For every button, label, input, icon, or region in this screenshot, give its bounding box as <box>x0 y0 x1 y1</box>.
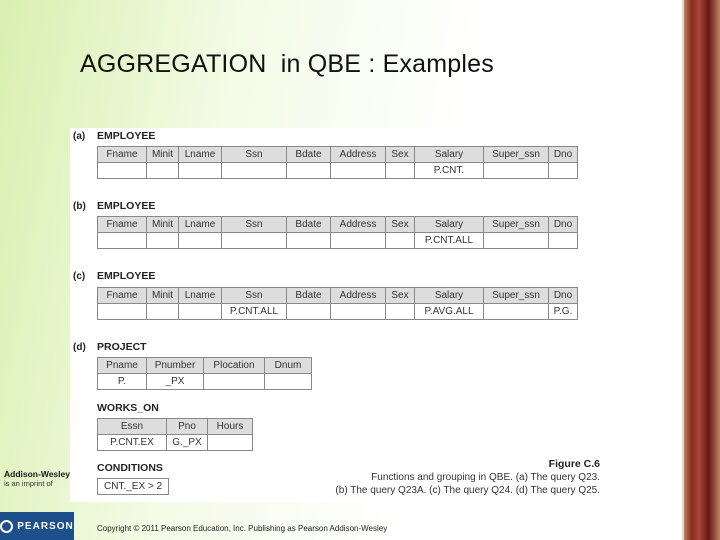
publisher-imprint: is an imprint of <box>4 479 53 488</box>
col-pno: Pno <box>167 419 208 435</box>
cell-lname <box>179 163 222 179</box>
cell-ssn: P.CNT.ALL <box>222 304 287 320</box>
employee-table-b <box>97 216 578 249</box>
col-lname: Lname <box>179 217 222 233</box>
col-minit: Minit <box>147 217 179 233</box>
col-super-ssn: Super_ssn <box>484 147 549 163</box>
cell-dno <box>549 233 578 249</box>
col-salary: Salary <box>415 147 484 163</box>
cell-sex <box>386 233 415 249</box>
relation-name-a: EMPLOYEE <box>97 130 156 142</box>
cell-dno <box>549 163 578 179</box>
col-essn: Essn <box>98 419 167 435</box>
cell-salary: P.AVG.ALL <box>415 304 484 320</box>
col-bdate: Bdate <box>287 147 331 163</box>
cell-salary: P.CNT.ALL <box>415 233 484 249</box>
decorative-side-strip <box>682 0 720 540</box>
col-dno: Dno <box>549 147 578 163</box>
project-table <box>97 357 312 390</box>
col-sex: Sex <box>386 147 415 163</box>
cell-fname <box>98 163 147 179</box>
cell-pno: G._PX <box>167 435 208 451</box>
publisher-logo <box>4 469 72 488</box>
col-salary: Salary <box>415 217 484 233</box>
cell-address <box>331 233 386 249</box>
cell-address <box>331 163 386 179</box>
figure-caption-line: Functions and grouping in QBE. (a) The query Q23. <box>371 472 600 483</box>
col-address: Address <box>331 147 386 163</box>
cell-ssn <box>222 163 287 179</box>
cell-pnumber: _PX <box>147 374 204 390</box>
employee-table-c <box>97 287 578 320</box>
col-dnum: Dnum <box>265 358 312 374</box>
col-lname: Lname <box>179 288 222 304</box>
figure-caption <box>335 458 600 497</box>
cell-salary: P.CNT. <box>415 163 484 179</box>
cell-ssn <box>222 233 287 249</box>
cell-plocation <box>204 374 265 390</box>
col-lname: Lname <box>179 147 222 163</box>
relation-name-works-on: WORKS_ON <box>97 402 159 414</box>
part-label-a: (a) <box>73 131 86 142</box>
pearson-mark-icon <box>0 520 13 533</box>
cell-pname: P. <box>98 374 147 390</box>
conditions-box: CNT._EX > 2 <box>97 478 169 495</box>
relation-name-conditions: CONDITIONS <box>97 462 163 474</box>
col-fname: Fname <box>98 217 147 233</box>
cell-bdate <box>287 304 331 320</box>
col-hours: Hours <box>208 419 253 435</box>
cell-sex <box>386 304 415 320</box>
col-plocation: Plocation <box>204 358 265 374</box>
part-label-d: (d) <box>73 342 86 353</box>
cell-address <box>331 304 386 320</box>
col-sex: Sex <box>386 217 415 233</box>
relation-name-project: PROJECT <box>97 341 147 353</box>
col-super-ssn: Super_ssn <box>484 217 549 233</box>
cell-bdate <box>287 163 331 179</box>
cell-lname <box>179 304 222 320</box>
cell-minit <box>147 233 179 249</box>
cell-super-ssn <box>484 233 549 249</box>
col-sex: Sex <box>386 288 415 304</box>
cell-fname <box>98 304 147 320</box>
pearson-brand: PEARSON <box>17 520 74 532</box>
col-address: Address <box>331 288 386 304</box>
cell-fname <box>98 233 147 249</box>
works-on-table <box>97 418 253 451</box>
col-dno: Dno <box>549 217 578 233</box>
col-ssn: Ssn <box>222 147 287 163</box>
relation-name-c: EMPLOYEE <box>97 270 156 282</box>
pearson-logo <box>0 512 74 540</box>
cell-sex <box>386 163 415 179</box>
col-pname: Pname <box>98 358 147 374</box>
col-ssn: Ssn <box>222 217 287 233</box>
cell-minit <box>147 304 179 320</box>
cell-super-ssn <box>484 163 549 179</box>
employee-table-a <box>97 146 578 179</box>
col-bdate: Bdate <box>287 217 331 233</box>
col-pnumber: Pnumber <box>147 358 204 374</box>
relation-name-b: EMPLOYEE <box>97 200 156 212</box>
part-label-c: (c) <box>73 271 86 282</box>
col-fname: Fname <box>98 147 147 163</box>
slide-title: AGGREGATION in QBE : Examples <box>80 50 494 78</box>
col-minit: Minit <box>147 147 179 163</box>
cell-dnum <box>265 374 312 390</box>
col-bdate: Bdate <box>287 288 331 304</box>
cell-super-ssn <box>484 304 549 320</box>
publisher-name: Addison-Wesley <box>4 469 70 479</box>
figure-caption-title: Figure C.6 <box>548 458 600 470</box>
figure-caption-line: (b) The query Q23A. (c) The query Q24. (d) The query Q25. <box>335 485 600 496</box>
col-address: Address <box>331 217 386 233</box>
cell-essn: P.CNT.EX <box>98 435 167 451</box>
col-super-ssn: Super_ssn <box>484 288 549 304</box>
col-dno: Dno <box>549 288 578 304</box>
cell-bdate <box>287 233 331 249</box>
col-ssn: Ssn <box>222 288 287 304</box>
copyright-text: Copyright © 2011 Pearson Education, Inc. Publishing as Pearson Addison-Wesley <box>97 524 388 533</box>
cell-dno: P.G. <box>549 304 578 320</box>
col-fname: Fname <box>98 288 147 304</box>
figure-c6 <box>70 128 602 502</box>
cell-hours <box>208 435 253 451</box>
part-label-b: (b) <box>73 201 86 212</box>
cell-minit <box>147 163 179 179</box>
col-salary: Salary <box>415 288 484 304</box>
cell-lname <box>179 233 222 249</box>
col-minit: Minit <box>147 288 179 304</box>
